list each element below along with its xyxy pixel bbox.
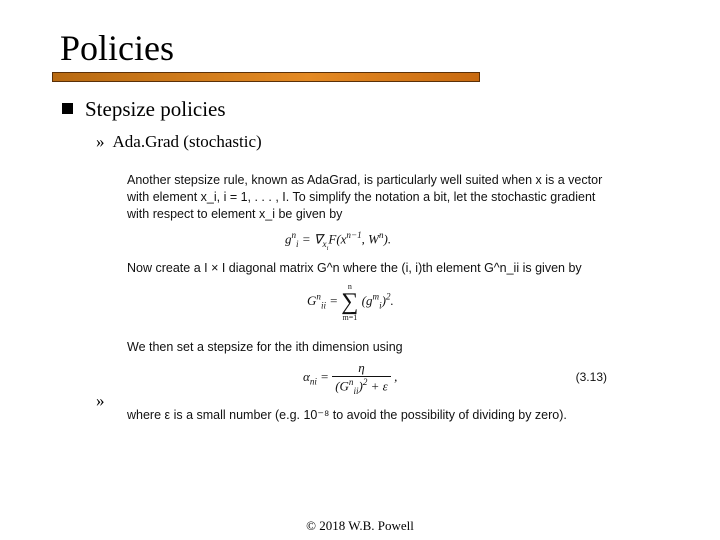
sub-bullet-adagrad xyxy=(96,131,262,153)
square-bullet-icon xyxy=(62,103,73,114)
excerpt-line: with element x_i, i = 1, . . . , I. To simplify the notation a bit, let the stochastic gradient xyxy=(127,190,596,204)
diagonal-matrix-equation: $G^n_{ii}$ = n ∑ m=1 $(g^m_i)^2$. xyxy=(307,282,394,322)
sub-bullet-marker: » xyxy=(96,132,105,151)
copyright-footer: © 2018 W.B. Powell xyxy=(306,518,414,533)
summation-symbol: n ∑ m=1 xyxy=(341,282,359,322)
gradient-equation: $g^n_i = \nabla_{x_i}F(x^{n-1}$, $W^n$). xyxy=(285,230,392,252)
excerpt-line: Another stepsize rule, known as AdaGrad, is particularly well suited when x is a vector xyxy=(127,173,603,187)
equation-number: (3.13) xyxy=(575,370,607,384)
sub-bullet-marker: » xyxy=(96,391,105,410)
excerpt-line: Now create a I × I diagonal matrix G^n where the (i, i)th element G^n_ii is given by xyxy=(127,261,582,275)
slide-title: Policies xyxy=(60,28,174,68)
sub-bullet-text: Ada.Grad (stochastic) xyxy=(112,132,262,151)
textbook-excerpt-image xyxy=(127,164,617,430)
stepsize-fraction: $\frac{\eta}{(G^n_{ii})^2 + \varepsilon}$ xyxy=(332,360,391,396)
sub-bullet-empty xyxy=(96,390,113,412)
bullet1-text: Stepsize policies xyxy=(85,97,226,121)
excerpt-line: with respect to element x_i be given by xyxy=(127,207,343,221)
bullet-stepsize-policies xyxy=(62,96,226,122)
title-underline-bar xyxy=(52,72,480,82)
stepsize-equation: $\alpha_{ni}$ = $\frac{\eta}{(G^n_{ii})^2 + \varepsilon}$ , xyxy=(303,360,398,396)
excerpt-line: where ε is a small number (e.g. 10⁻⁸ to avoid the possibility of dividing by zero). xyxy=(127,408,567,422)
excerpt-line: We then set a stepsize for the ith dimension using xyxy=(127,340,403,354)
